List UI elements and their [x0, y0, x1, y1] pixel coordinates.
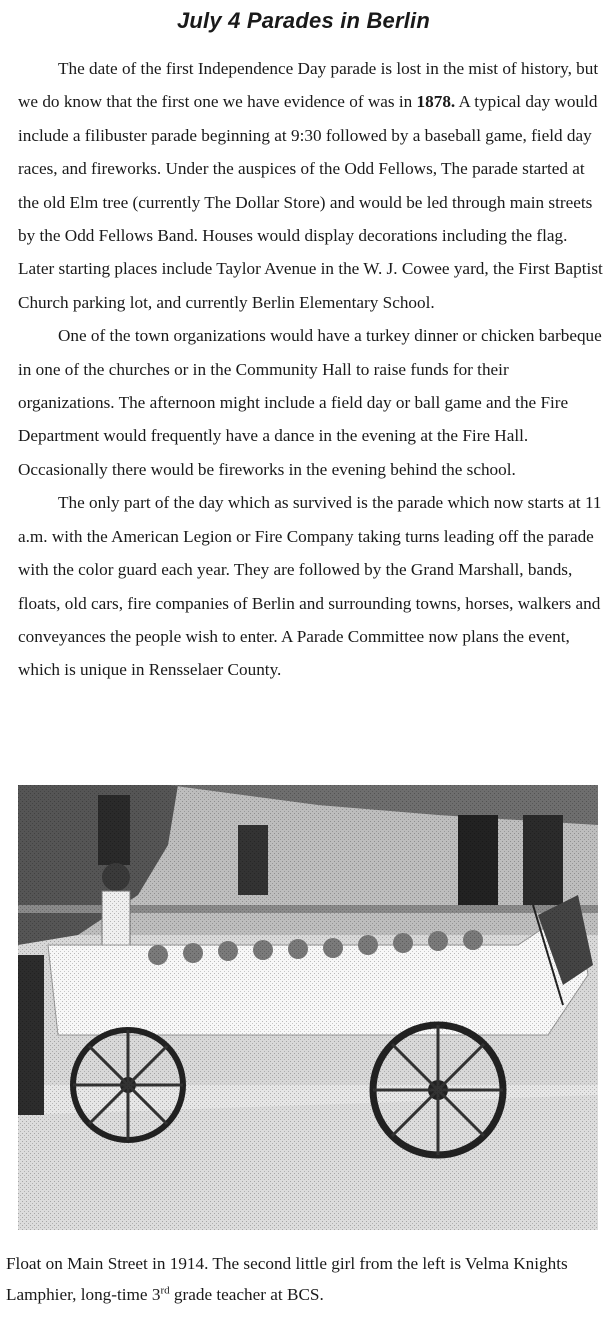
- photo-caption: [6, 1248, 604, 1310]
- paragraph-1: [18, 52, 604, 319]
- caption-superscript: rd: [160, 1284, 170, 1297]
- page-title: July 4 Parades in Berlin: [176, 8, 431, 33]
- paragraph-2: One of the town organizations would have a turkey dinner or chicken barbeque in one of the churches or in the Community Hall to raise funds for their organizations. The afternoon might include a field day or ball game and the Fire Department would frequently have a dance in the evening at the Fire Hall. Occasionally there would be fireworks in the evening behind the school.: [18, 326, 602, 479]
- article-body: [18, 52, 604, 687]
- paragraph-3: The only part of the day which as survived is the parade which now starts at 11 a.m. with the American Legion or Fire Company taking turns leading off the parade with the color guard each year. They are followed by the Grand Marshall, bands, floats, old cars, fire companies of Berlin and surrounding towns, horses, walkers and conveyances the people wish to enter. A Parade Committee now plans the event, which is unique in Rensselaer County.: [18, 493, 602, 680]
- photo-illustration: [18, 785, 598, 1230]
- paragraph-1-text-start: The date of the first Independence Day parade is lost in the mist of history, but we do know that the first one we have evidence of was in: [18, 59, 599, 112]
- paragraph-1-text-end: A typical day would include a filibuster parade beginning at 9:30 followed by a baseball game, field day races, and fireworks. Under the auspices of the Odd Fellows, The parade started at the old Elm tree (currently The Dollar Store) and would be led through main streets by the Odd Fellows Band. Houses would display decorations including the flag. Later starting places include Taylor Avenue in the W. J. Cowee yard, the First Baptist Church parking lot, and currently Berlin Elementary School.: [18, 92, 603, 312]
- caption-text-end: grade teacher at BCS.: [169, 1285, 324, 1304]
- parade-float-photo: [18, 785, 598, 1230]
- year-1878: 1878.: [416, 92, 456, 112]
- caption-text-start: Float on Main Street in 1914. The second little girl from the left is Velma Knights Lamphier, long-time 3: [6, 1254, 568, 1304]
